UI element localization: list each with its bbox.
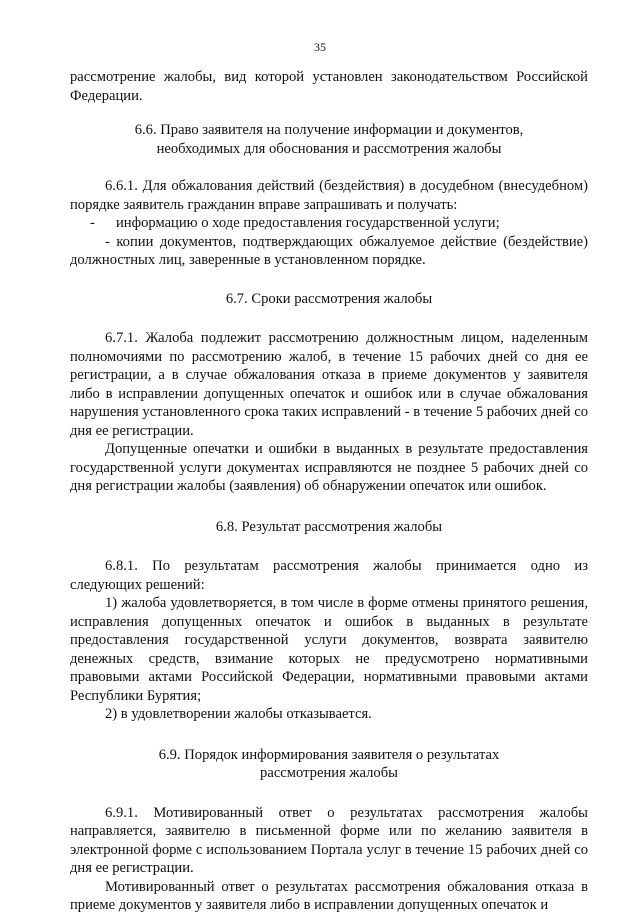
intro-paragraph: рассмотрение жалобы, вид которой установлен законодательством Российской Федерации. xyxy=(70,69,588,104)
list-dash: - xyxy=(90,215,95,231)
list-item-info xyxy=(70,214,588,233)
paragraph-6-8-1: 6.8.1. По результатам рассмотрения жалобы принимается одно из следующих решений: xyxy=(70,558,588,593)
section-6-7-heading: 6.7. Сроки рассмотрения жалобы xyxy=(225,290,433,307)
section-6-9-title-line1: 6.9. Порядок информирования заявителя о результатах xyxy=(158,746,500,763)
paragraph-6-9-2: Мотивированный ответ о результатах рассмотрения обжалования отказа в приеме документов у заявителя либо в исправлении допущенных опечаток и xyxy=(70,878,588,913)
section-6-8-heading: 6.8. Результат рассмотрения жалобы xyxy=(215,518,443,535)
section-6-6-title-line1: 6.6. Право заявителя на получение информации и документов, xyxy=(134,122,524,138)
paragraph-6-7-2: Допущенные опечатки и ошибки в выданных в результате предоставления государственной услуги документах исправляются не позднее 5 рабочих дней со дня регистрации жалобы (заявления) об обнаружении опечаток или ошибок. xyxy=(70,441,588,494)
list-item-info-text: информацию о ходе предоставления государственной услуги; xyxy=(116,215,500,231)
section-6-9-heading xyxy=(70,746,588,783)
document-body xyxy=(70,68,588,915)
paragraph-6-8-1-item2: 2) в удовлетворении жалобы отказывается. xyxy=(105,706,372,722)
section-6-6-title-line2: необходимых для обоснования и рассмотрения жалобы xyxy=(156,140,502,157)
section-6-9-title-line2: рассмотрения жалобы xyxy=(260,765,398,781)
page-number: 35 xyxy=(314,40,326,54)
list-item-copies: - копии документов, подтверждающих обжалуемое действие (бездействие) должностных лиц, заверенные в установленном порядке. xyxy=(70,233,588,268)
paragraph-6-7-1: 6.7.1. Жалоба подлежит рассмотрению должностным лицом, наделенным полномочиями по рассмотрению жалоб, в течение 15 рабочих дней со дня ее регистрации, а в случае обжалования отказа в приеме документов у заявителя либо в исправлении допущенных опечаток и ошибок или в случае обжалования нарушения установленного срока таких исправлений - в течение 5 рабочих дней со дня ее регистрации. xyxy=(70,330,588,439)
paragraph-6-6-1: 6.6.1. Для обжалования действий (бездействия) в досудебном (внесудебном) порядке заявитель гражданин вправе запрашивать и получать: xyxy=(70,178,588,213)
paragraph-6-9-1: 6.9.1. Мотивированный ответ о результатах рассмотрения жалобы направляется, заявителю в письменной форме или по желанию заявителя в электронной форме с использованием Портала услуг в течение 15 рабочих дней со дня ее регистрации. xyxy=(70,804,588,876)
paragraph-6-8-1-item1: 1) жалоба удовлетворяется, в том числе в форме отмены принятого решения, исправления допущенных опечаток и ошибок в выданных в результате предоставления государственной услуги документов, возврата заявителю денежных средств, взимание которых не предусмотрено нормативными правовыми актами Российской Федерации, нормативными правовыми актами Республики Бурятия; xyxy=(70,595,588,704)
section-6-6-heading xyxy=(70,121,588,158)
